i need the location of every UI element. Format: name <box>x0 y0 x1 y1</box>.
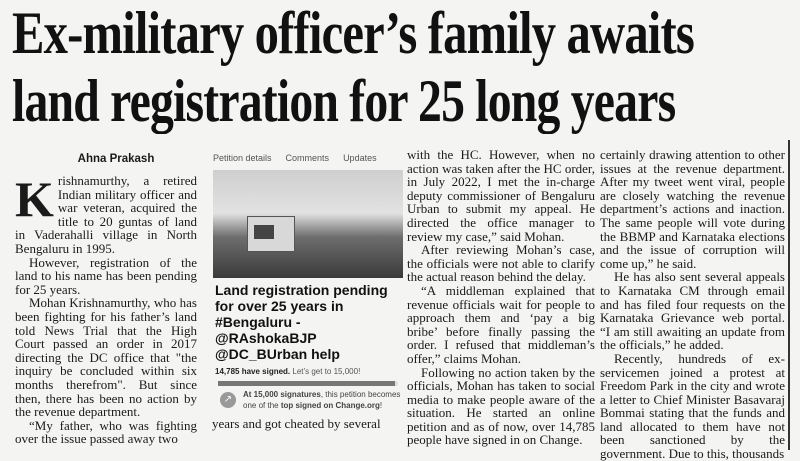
paragraph: Mohan Krishnamurthy, who has been fighting for his father’s land told News Trial that the High Court passed an order in 2017 directing the DC office that "the inquiry be concluded within six months therefrom". But since then, there has been no action by the revenue department. <box>15 295 197 420</box>
petition-tabs <box>205 146 403 166</box>
column-2-text: years and got cheated by several <box>212 416 381 431</box>
paragraph: Recently, hundreds of ex-servicemen joined a protest at Freedom Park in the city and wrote a letter to Chief Minister Basavaraj Bommai stating that the funds and land allocated to them have not been sanctioned by the government. Due to this, thousands <box>600 350 785 461</box>
headline-line-1: Ex-military officer’s family awaits <box>12 0 694 66</box>
signature-count: 14,785 have signed. Let’s get to 15,000! <box>215 367 361 376</box>
column-2 <box>205 146 403 431</box>
trending-up-icon: ↗ <box>220 392 236 408</box>
tab-petition-details: Petition details <box>213 153 272 163</box>
column-1 <box>15 150 197 450</box>
drop-cap: K <box>15 171 54 227</box>
petition-photo <box>213 170 403 278</box>
column-rule <box>788 140 790 450</box>
paragraph: After reviewing Mohan’s case, the officials were not able to clarify the actual reason behind the delay. <box>407 242 595 285</box>
paragraph-text: rishnamurthy, a retired Indian military officer and war veteran, acquired the title to 20 guntas of land in Vaderahalli village in North Bengaluru in 1995. <box>15 173 197 256</box>
petition-title: Land registration pending for over 25 years in #Bengaluru - @RAshokaBJP @DC_BUrban help <box>215 282 388 362</box>
column-3 <box>407 148 595 448</box>
petition-note: At 15,000 signatures, this petition becomes one of the top signed on Change.org! <box>243 390 401 410</box>
signature-progress-bar <box>218 381 398 386</box>
tab-comments: Comments <box>285 153 330 163</box>
paragraph: Following no action taken by the officials, Mohan has taken to social media to make people aware of the situation. He started an online petition and as of now, over 14,785 people have signed in on Change. <box>407 364 595 448</box>
paragraph: “A middleman explained that revenue officials wait for people to approach them and ‘pay a big bribe’ before finally passing the order. I refused that middleman’s offer,” claims Mohan. <box>407 282 595 366</box>
petition-screenshot <box>205 146 403 411</box>
author-byline: Ahna Prakash <box>77 153 155 165</box>
paragraph <box>15 171 197 256</box>
paragraph: However, registration of the land to his name has been pending for 25 years. <box>15 254 197 297</box>
column-4 <box>600 147 785 461</box>
paragraph: certainly drawing attention to other issues at the revenue department. After my tweet went viral, people are closely watching the revenue department’s actions and inaction. The same people will vote during the BBMP and Karnataka elections and the issue of corruption will come up,” he said. <box>600 147 785 271</box>
paragraph: “My father, who was fighting over the issue passed away two <box>15 417 197 447</box>
paragraph: with the HC. However, when no action was taken after the HC order, in July 2022, I met the in-charge deputy commissioner of Bengaluru Urban to submit my appeal. He directed the office manager to review my case,” said Mohan. <box>407 147 595 244</box>
petition-note-row <box>220 389 403 411</box>
headline-line-2: land registration for 25 long years <box>12 68 676 134</box>
paragraph: He has also sent several appeals to Karnataka CM through email and has filed four requests on the Karnataka Grievance web portal. “I am still awaiting an update from the officials,” he added. <box>600 269 785 353</box>
tab-updates: Updates <box>343 153 377 163</box>
